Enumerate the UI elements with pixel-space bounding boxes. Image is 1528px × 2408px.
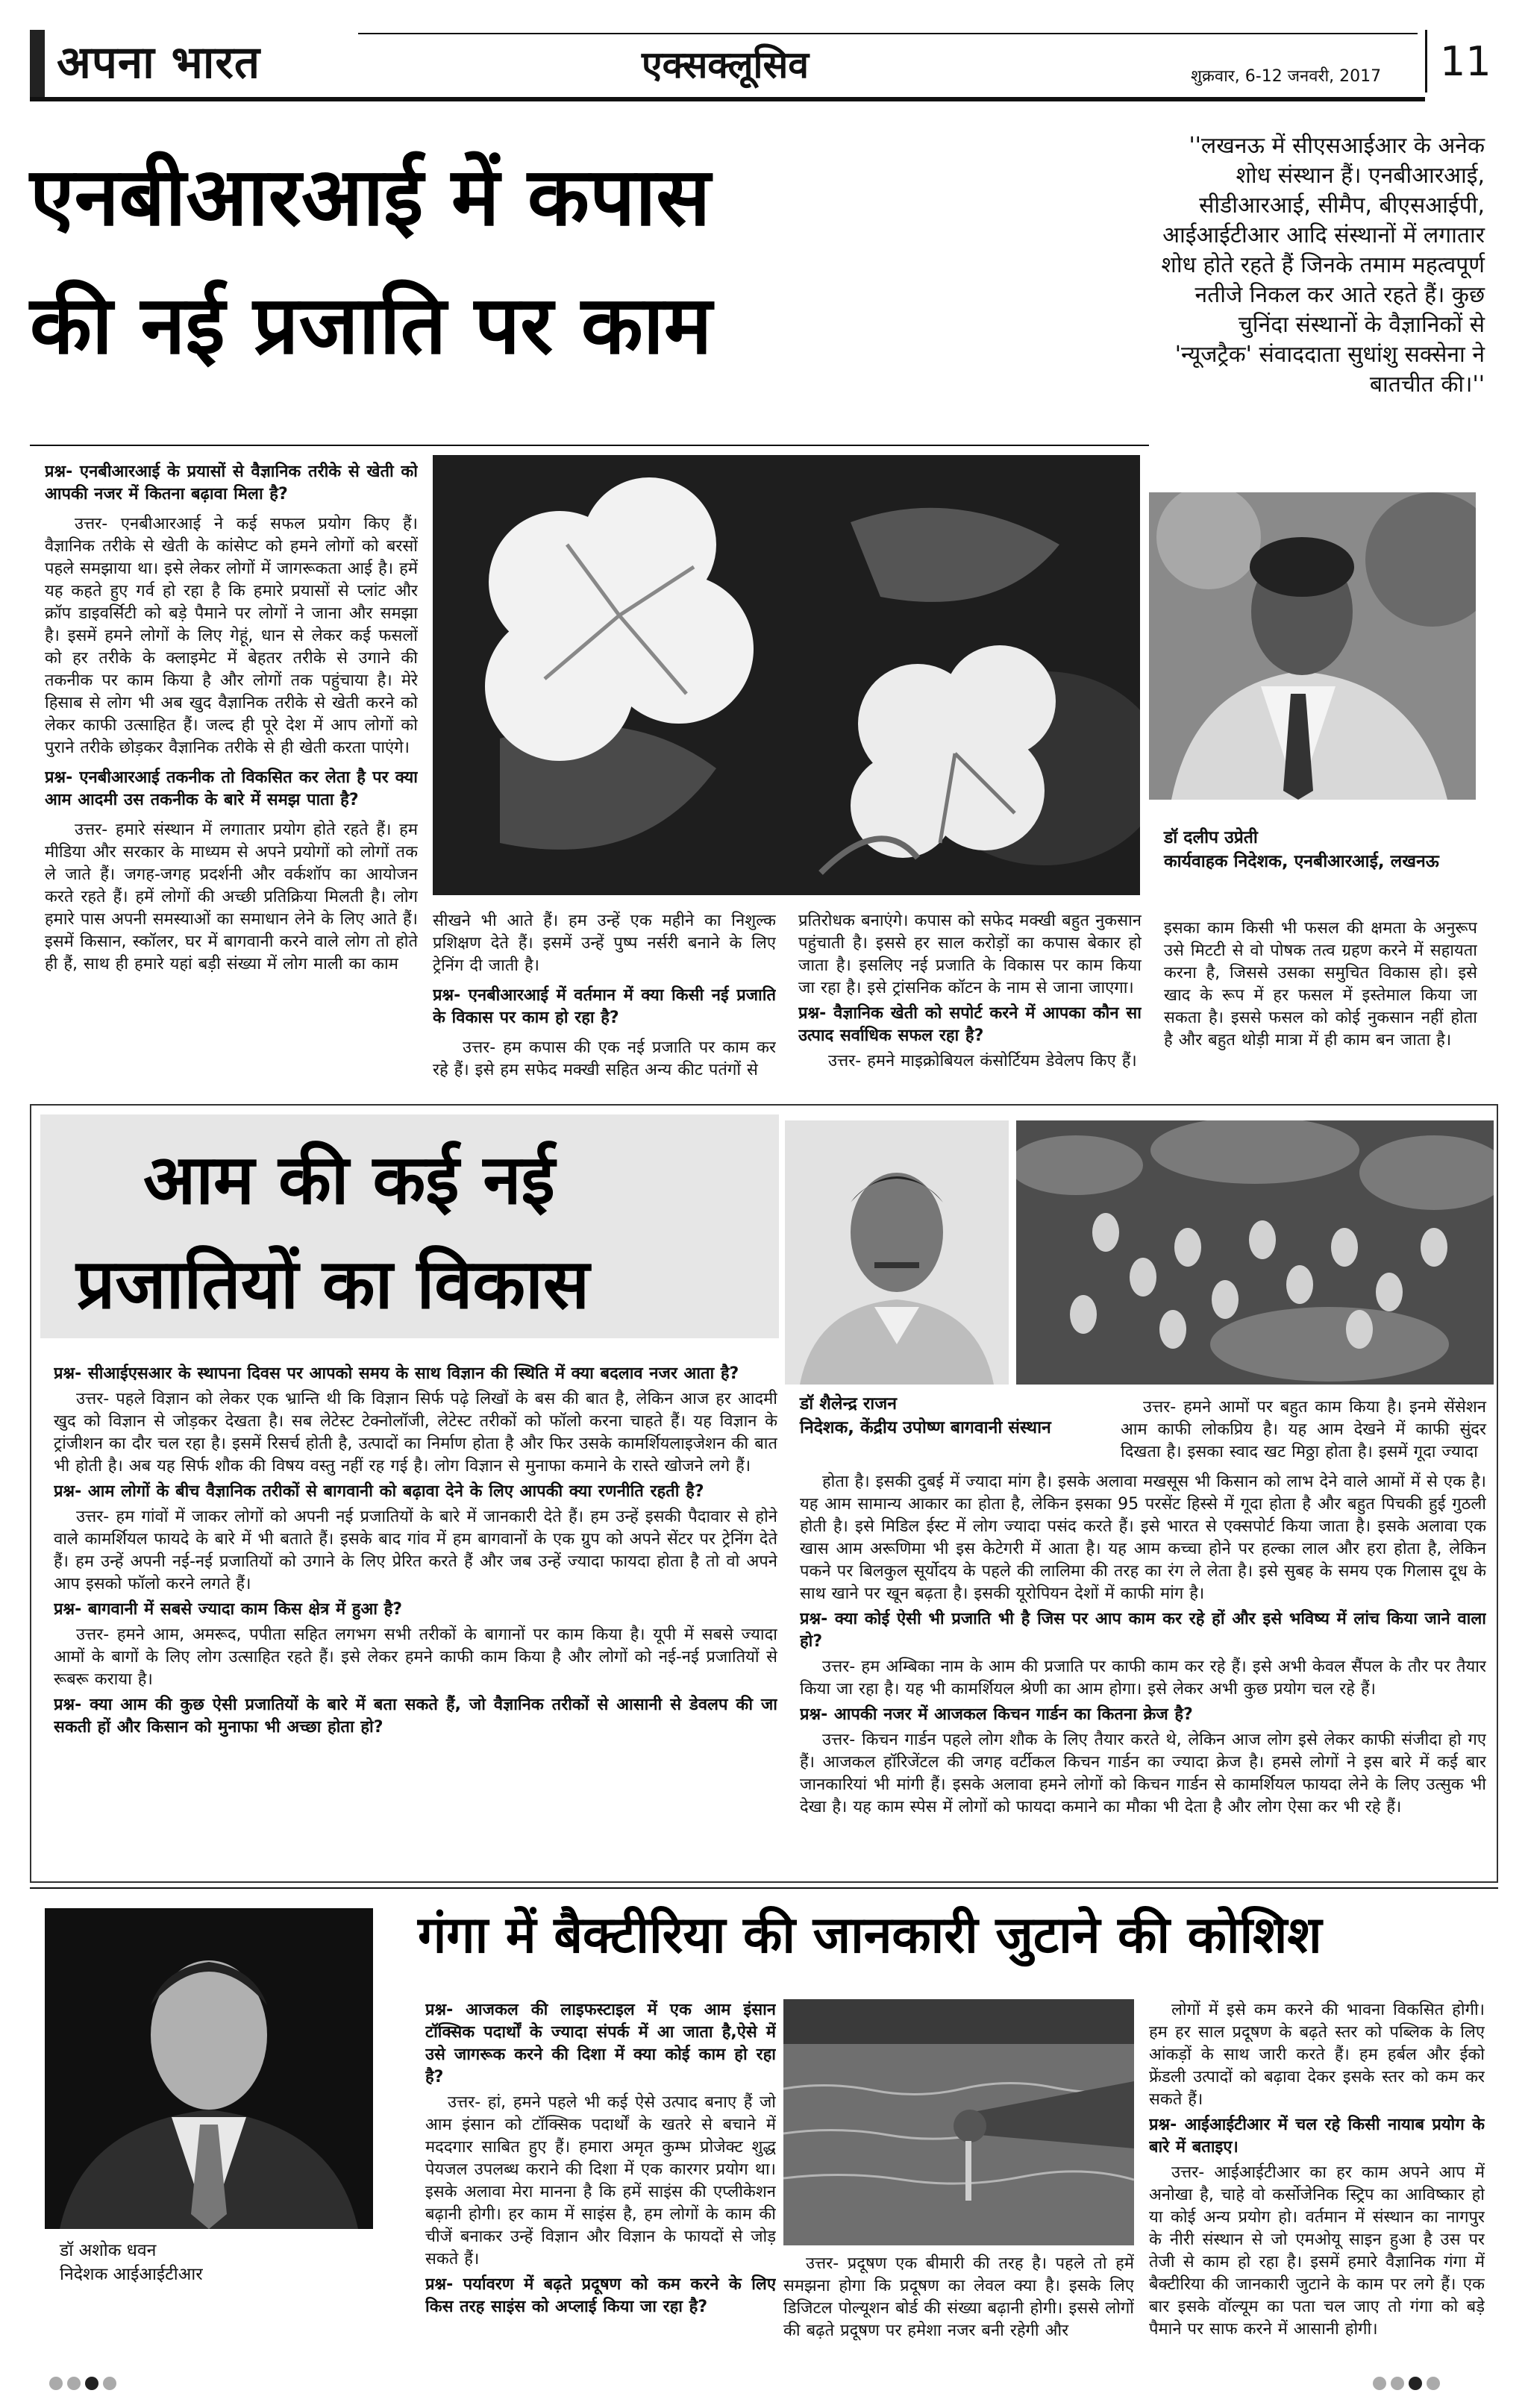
footer-dot <box>1427 2377 1440 2390</box>
story1-question: प्रश्न- एनबीआरआई तकनीक तो विकसित कर लेता है पर क्या आम आदमी उस तकनीक के बारे में समझ पाता है? <box>45 768 418 809</box>
story2-left-text <box>54 1363 777 1870</box>
footer-dot <box>1391 2377 1404 2390</box>
story1-col4 <box>1164 918 1477 1097</box>
story2-right-text <box>800 1471 1486 1874</box>
story2-box <box>30 1104 1498 1883</box>
masthead-date: शुक्रवार, 6-12 जनवरी, 2017 <box>1191 67 1382 86</box>
rajan-caption-title: निदेशक, केंद्रीय उपोष्ण बागवानी संस्थान <box>800 1418 1051 1437</box>
story3-col3 <box>1149 1999 1485 2357</box>
upreti-caption-title: कार्यवाहक निदेशक, एनबीआरआई, लखनऊ <box>1164 852 1439 871</box>
story1-col1 <box>45 461 418 1095</box>
story2-answer: उत्तर- हमने आमों पर बहुत काम किया है। इनमे सेंसेशन आम काफी लोकप्रिय है। यह आम देखने में काफी सुंदर दिखता है। इसका स्वाद खट मिठ्ठा होता है। इसमें गूदा ज्यादा <box>1121 1398 1486 1461</box>
masthead-top-rule <box>358 33 1418 34</box>
footer-dot <box>1373 2377 1386 2390</box>
masthead-page-divider <box>1425 30 1427 93</box>
story1-headline-line2: की नई प्रजाति पर काम <box>30 279 713 372</box>
question: प्रश्न- आईआईटीआर में चल रहे किसी नायाब प्रयोग के बारे में बताइए। <box>1149 2116 1485 2157</box>
story1-answer: इसका काम किसी भी फसल की क्षमता के अनुरूप उसे मिटटी से वो पोषक तत्व ग्रहण करने में सहायता करना है, जिससे उसका समुचित विकास हो। इसे खाद के रूप में हर फसल में इस्तेमाल किया जा सकता है। इससे फसल को कोई नुकसान नहीं होता है और बहुत थोड़ी मात्रा में ही काम बन जाता है। <box>1164 919 1477 1050</box>
brand-logo: अपना भारत <box>57 37 261 89</box>
story1-question: प्रश्न- वैज्ञानिक खेती को सपोर्ट करने में आपका कौन सा उत्पाद सर्वाधिक सफल रहा है? <box>798 1004 1142 1045</box>
story1-answer: उत्तर- हमारे संस्थान में लगातार प्रयोग होते रहते हैं। हम मीडिया और सरकार के माध्यम से अपने प्रयोगों को लोगों तक ले जाते हैं। जगह-जगह प्रदर्शनी और वर्कशॉप का आयोजन करते रहते हैं। हमें लोगों की अच्छी प्रतिक्रिया मिलती है। लोग हमारे पास अपनी समस्याओं का समाधान लेने के लिए आते हैं। इसमें किसान, स्कॉलर, घर में बागवानी करने वाले लोग तो होते ही हैं, साथ ही हमारे यहां बड़ी संख्या में लोग माली का काम <box>45 821 418 973</box>
river-illustration <box>783 1999 1134 2245</box>
answer: उत्तर- पहले विज्ञान को लेकर एक भ्रान्ति थी कि विज्ञान सिर्फ पढ़े लिखों के बस की बात है, लेकिन आज हर आदमी खुद को विज्ञान से जोड़कर देखता है। सब लेटेस्ट टेक्नोलॉजी, लेटेस्ट तरीकों को फॉलो करना चाहते हैं। यह विज्ञान के ट्रांजीशन का दौर चल रहा है। इसमें रिसर्च होती है, उत्पादों का निर्माण होता है और फिर उसके कामर्शियलाइजेशन की बात भी होती है। अब यह सिर्फ शौक की विषय वस्तु नहीं रह गई है। लोग विज्ञान से मुनाफा कमाने के रास्ते खोजने लगे हैं। <box>54 1390 777 1476</box>
question: प्रश्न- बागवानी में सबसे ज्यादा काम किस क्षेत्र में हुआ है? <box>54 1600 403 1619</box>
story3-top-rule <box>30 1887 1498 1889</box>
footer-dot <box>67 2377 81 2390</box>
question: प्रश्न- आम लोगों के बीच वैज्ञानिक तरीकों से बागवानी को बढ़ावा देने के लिए आपकी क्या रणनीति रहती है? <box>54 1482 704 1501</box>
cotton-illustration <box>433 455 1140 895</box>
story1-answer: सीखने भी आते हैं। हम उन्हें एक महीने का निशुल्क प्रशिक्षण देते हैं। इसमें उन्हें पुष्प नर्सरी बनाने के लिए ट्रेनिंग दी जाती है। <box>433 912 776 975</box>
dhawan-photo <box>45 1908 373 2229</box>
cotton-photo <box>433 455 1140 895</box>
masthead-bottom-rule <box>30 97 1425 101</box>
upreti-caption-name: डॉ दलीप उप्रेती <box>1164 828 1258 847</box>
story1-question: प्रश्न- एनबीआरआई के प्रयासों से वैज्ञानिक तरीके से खेती को आपकी नजर में कितना बढ़ावा मिला है? <box>45 463 418 504</box>
footer-dot <box>49 2377 63 2390</box>
footer-dot <box>1409 2377 1422 2390</box>
mango-photo <box>1016 1120 1494 1385</box>
footer-dot <box>103 2377 116 2390</box>
story3-answer: उत्तर- प्रदूषण एक बीमारी की तरह है। पहले तो हमें समझना होगा कि प्रदूषण का लेवल क्या है। इसके लिए डिजिटल पोल्यूशन बोर्ड की संख्या बढ़ानी होगी। इससे लोगों की बढ़ते प्रदूषण पर हमेशा नजर बनी रहेगी और <box>783 2254 1134 2340</box>
answer: उत्तर- आईआईटीआर का हर काम अपने आप में अनोखा है, चाहे वो कर्सोजेनिक स्ट्रिप का आविष्कार हो या कोई अन्य प्रयोग हो। वर्तमान में संस्थान का नागपुर के नीरी संस्थान से जो एमओयू साइन हुआ है उस पर तेजी से काम हो रहा है। इसमें हमारे वैज्ञानिक गंगा में बैक्टीरिया की जानकारी जुटाने के काम पर लगे हैं। एक बार इसके वॉल्यूम का पता चल जाए तो गंगा को बड़े पैमाने पर साफ करने में आसानी होगी। <box>1149 2163 1485 2339</box>
story1-headline-rule <box>30 445 1149 446</box>
dhawan-caption-name: डॉ अशोक धवन <box>60 2241 157 2260</box>
question: प्रश्न- क्या आम की कुछ ऐसी प्रजातियों के बारे में बता सकते हैं, जो वैज्ञानिक तरीकों से आसानी से डेवलप की जा सकती हों और किसान को मुनाफा भी अच्छा होता हो? <box>54 1696 777 1737</box>
question: प्रश्न- आजकल की लाइफस्टाइल में एक आम इंसान टॉक्सिक पदार्थों के ज्यादा संपर्क में आ जाता है,ऐसे में उसे जागरूक करने की दिशा में क्या कोई काम हो रहा है? <box>425 2001 776 2086</box>
answer: होता है। इसकी दुबई में ज्यादा मांग है। इसके अलावा मखसूस भी किसान को लाभ देने वाले आमों में से एक है। यह आम सामान्य आकार का होता है, लेकिन इसका 95 परसेंट हिस्से में गूदा होता है और बहुत पिचकी हुई गुठली होती है। इसे मिडिल ईस्ट में लोग ज्यादा पसंद करते हैं। इसे भारत से एक्सपोर्ट किया जाता है। इसके अलावा एक खास आम अरूणिमा भी इस केटेगरी में आता है। यह आम कच्चा होने पर हल्का लाल और हरा होता है, लेकिन पकने पर बिलकुल सूर्योदय के पहले की लालिमा की तरह का रंग ले लेता है। इसे सुबह के समय एक गिलास दूध के साथ खाने पर खून बढ़ता है। इसकी यूरोपियन देशों में काफी मांग है। <box>800 1473 1486 1603</box>
story1-headline-line1: एनबीआरआई में कपास <box>30 151 711 244</box>
story1-answer: उत्तर- हमने माइक्रोबियल कंसोर्टियम डेवेलप किए हैं। <box>828 1052 1137 1070</box>
footer-dots-left <box>49 2377 121 2393</box>
story1-answer: उत्तर- हम कपास की एक नई प्रजाति पर काम कर रहे हैं। इसे हम सफेद मक्खी सहित अन्य कीट पतंगों से <box>433 1038 776 1079</box>
story1-answer: उत्तर- एनबीआरआई ने कई सफल प्रयोग किए हैं। वैज्ञानिक तरीके से खेती के कांसेप्ट को हमने लोगों को बरसों पहले समझाया था। इसे लेकर लोगों में जागरूकता आई है। हमें यह कहते हुए गर्व हो रहा है कि हमारे प्रयासों से प्लांट और क्रॉप डाइवर्सिटी को बड़े पैमाने पर लोगों ने जाना और समझा है। इसमें हमने लोगों के लिए गेहूं, धान से लेकर कई फसलों को हर तरीके के क्लाइमेट में बेहतर तरीके से उगाने की तकनीक पर काम किया है और लोगों तक पहुंचाया है। मेरे हिसाब से लोग भी अब खुद वैज्ञानिक तरीके से खेती करने को लेकर काफी उत्साहित हैं। जल्द ही पूरे देश में आप लोगों को पुराने तरीके छोड़कर वैज्ञानिक तरीके से ही खेती करता पाएंगे। <box>45 515 418 757</box>
story1-col3 <box>798 910 1142 1097</box>
question: प्रश्न- सीआईएसआर के स्थापना दिवस पर आपको समय के साथ विज्ञान की स्थिति में क्या बदलाव नजर आता है? <box>54 1364 739 1383</box>
dhawan-caption-title: निदेशक आईआईटीआर <box>60 2265 203 2284</box>
masthead <box>30 30 1498 101</box>
portrait-illustration <box>785 1120 1009 1385</box>
rajan-caption-name: डॉ शैलेन्द्र राजन <box>800 1394 898 1414</box>
story2-headline-line2: प्रजातियों का विकास <box>76 1244 590 1324</box>
rajan-photo <box>785 1120 1009 1385</box>
masthead-black-bar <box>30 30 45 101</box>
footer-dot <box>85 2377 98 2390</box>
answer: उत्तर- किचन गार्डन पहले लोग शौक के लिए तैयार करते थे, लेकिन आज लोग इसे लेकर काफी संजीदा हो गए हैं। आजकल हॉरिजेंटल की जगह वर्टीकल किचन गार्डन का ज्यादा क्रेज है। हमसे लोगों ने इस बारे में कई बार जानकारियां भी मांगी हैं। इसके अलावा हमने लोगों को किचन गार्डन से कामर्शियल फायदा लेने के लिए उत्सुक भी देखा है। यह काम स्पेस में लोगों को फायदा कमाने का मौका भी देता है और लोग ऐसा कर भी रहे हैं। <box>800 1731 1486 1816</box>
story1-intro: ''लखनऊ में सीएसआईआर के अनेक शोध संस्थान हैं। एनबीआरआई, सीडीआरआई, सीमैप, बीएसआईपी, आईआईटीआर आदि संस्थानों में लगातार शोध होते रहते हैं जिनके तमाम महत्वपूर्ण नतीजे निकल कर आते रहते हैं। कुछ चुनिंदा संस्थानों के वैज्ञानिकों से 'न्यूजट्रैक' संवाददाता सुधांशु सक्सेना ने बातचीत की।'' <box>1161 133 1485 398</box>
mango-illustration <box>1016 1120 1494 1385</box>
river-photo <box>783 1999 1134 2245</box>
story3-col1 <box>425 1999 776 2357</box>
question: प्रश्न- पर्यावरण में बढ़ते प्रदूषण को कम करने के लिए किस तरह साइंस को अप्लाई किया जा रहा है? <box>425 2275 776 2316</box>
question: प्रश्न- क्या कोई ऐसी भी प्रजाति भी है जिस पर आप काम कर रहे हों और इसे भविष्य में लांच किया जाने वाला हो? <box>800 1610 1486 1651</box>
story2-headline-line1: आम की कई नई <box>143 1140 555 1220</box>
story3-headline: गंगा में बैक्टीरिया की जानकारी जुटाने की कोशिश <box>418 1906 1322 1965</box>
footer-dots-right <box>1373 2377 1444 2393</box>
question: प्रश्न- आपकी नजर में आजकल किचन गार्डन का कितना क्रेज है? <box>800 1705 1193 1724</box>
upreti-photo <box>1149 492 1476 800</box>
story2-right-top <box>1121 1396 1486 1464</box>
story3 <box>30 1887 1498 2365</box>
story1-question: प्रश्न- एनबीआरआई में वर्तमान में क्या किसी नई प्रजाति के विकास पर काम हो रहा है? <box>433 986 776 1027</box>
answer: उत्तर- हम गांवों में जाकर लोगों को अपनी नई प्रजातियों के बारे में जानकारी देते हैं। हम उन्हें इसकी पैदावार से होने वाले कामर्शियल फायदे के बारे में भी बताते हैं। इसके बाद गांव में हम बागवानों के एक ग्रुप को अपने सेंटर पर ट्रेनिंग देते हैं। हम उन्हें अपनी नई-नई प्रजातियों को उगाने के लिए प्रेरित करते हैं और जब उन्हें ज्यादा फायदा होता है तो वो अपने आप इसको फॉलो करने लगते हैं। <box>54 1508 777 1593</box>
story1-col2 <box>433 910 776 1097</box>
section-label: एक्सक्लूसिव <box>642 43 810 87</box>
answer: उत्तर- हमने आम, अमरूद, पपीता सहित लगभग सभी तरीकों के बागानों पर काम किया है। यूपी में सबसे ज्यादा आमों के बागों के लिए लोग उत्साहित रहते हैं। इसे लेकर हमने काफी काम किया है और लोगों को नई-नई प्रजातियों से रूबरू कराया है। <box>54 1625 777 1689</box>
answer: उत्तर- हां, हमने पहले भी कई ऐसे उत्पाद बनाए हैं जो आम इंसान को टॉक्सिक पदार्थों के खतरे से बचाने में मददगार साबित हुए हैं। हमारा अमृत कुम्भ प्रोजेक्ट शुद्ध पेयजल उपलब्ध कराने की दिशा में एक कारगर प्रयोग था। इसके अलावा मेरा मानना है कि हमें साइंस की एप्लीकेशन बढ़ानी होगी। हर काम में साइंस है, हम लोगों के काम की चीजें बनाकर उन्हें विज्ञान और विज्ञान के फायदों से जोड़ सकते हैं। <box>425 2093 776 2269</box>
page-number: 11 <box>1440 38 1491 85</box>
portrait-illustration <box>1149 492 1476 800</box>
story3-col2 <box>783 2253 1134 2357</box>
story1 <box>30 104 1498 1104</box>
answer: उत्तर- हम अम्बिका नाम के आम की प्रजाति पर काफी काम कर रहे हैं। इसे अभी केवल सैंपल के तौर पर तैयार किया जा रहा है। यह भी कामर्शियल श्रेणी का आम होगा। इसे लेकर अभी कुछ प्रयोग चल रहे हैं। <box>800 1658 1486 1699</box>
answer: लोगों में इसे कम करने की भावना विकसित होगी। हम हर साल प्रदूषण के बढ़ते स्तर को पब्लिक के लिए आंकड़ों के साथ जारी करते हैं। हम हर्बल और ईको फ्रेंडली उत्पादों को बढ़ावा देकर इसके स्तर को कम कर सकते हैं। <box>1149 2001 1485 2109</box>
story1-answer: प्रतिरोधक बनाएंगे। कपास को सफेद मक्खी बहुत नुकसान पहुंचाती है। इससे हर साल करोड़ों का कपास बेकार हो जाता है। इसलिए नई प्रजाति के विकास पर काम किया जा रहा है। इसे ट्रांसनिक कॉटन के नाम से जाना जाएगा। <box>798 912 1142 997</box>
portrait-illustration <box>45 1908 373 2229</box>
